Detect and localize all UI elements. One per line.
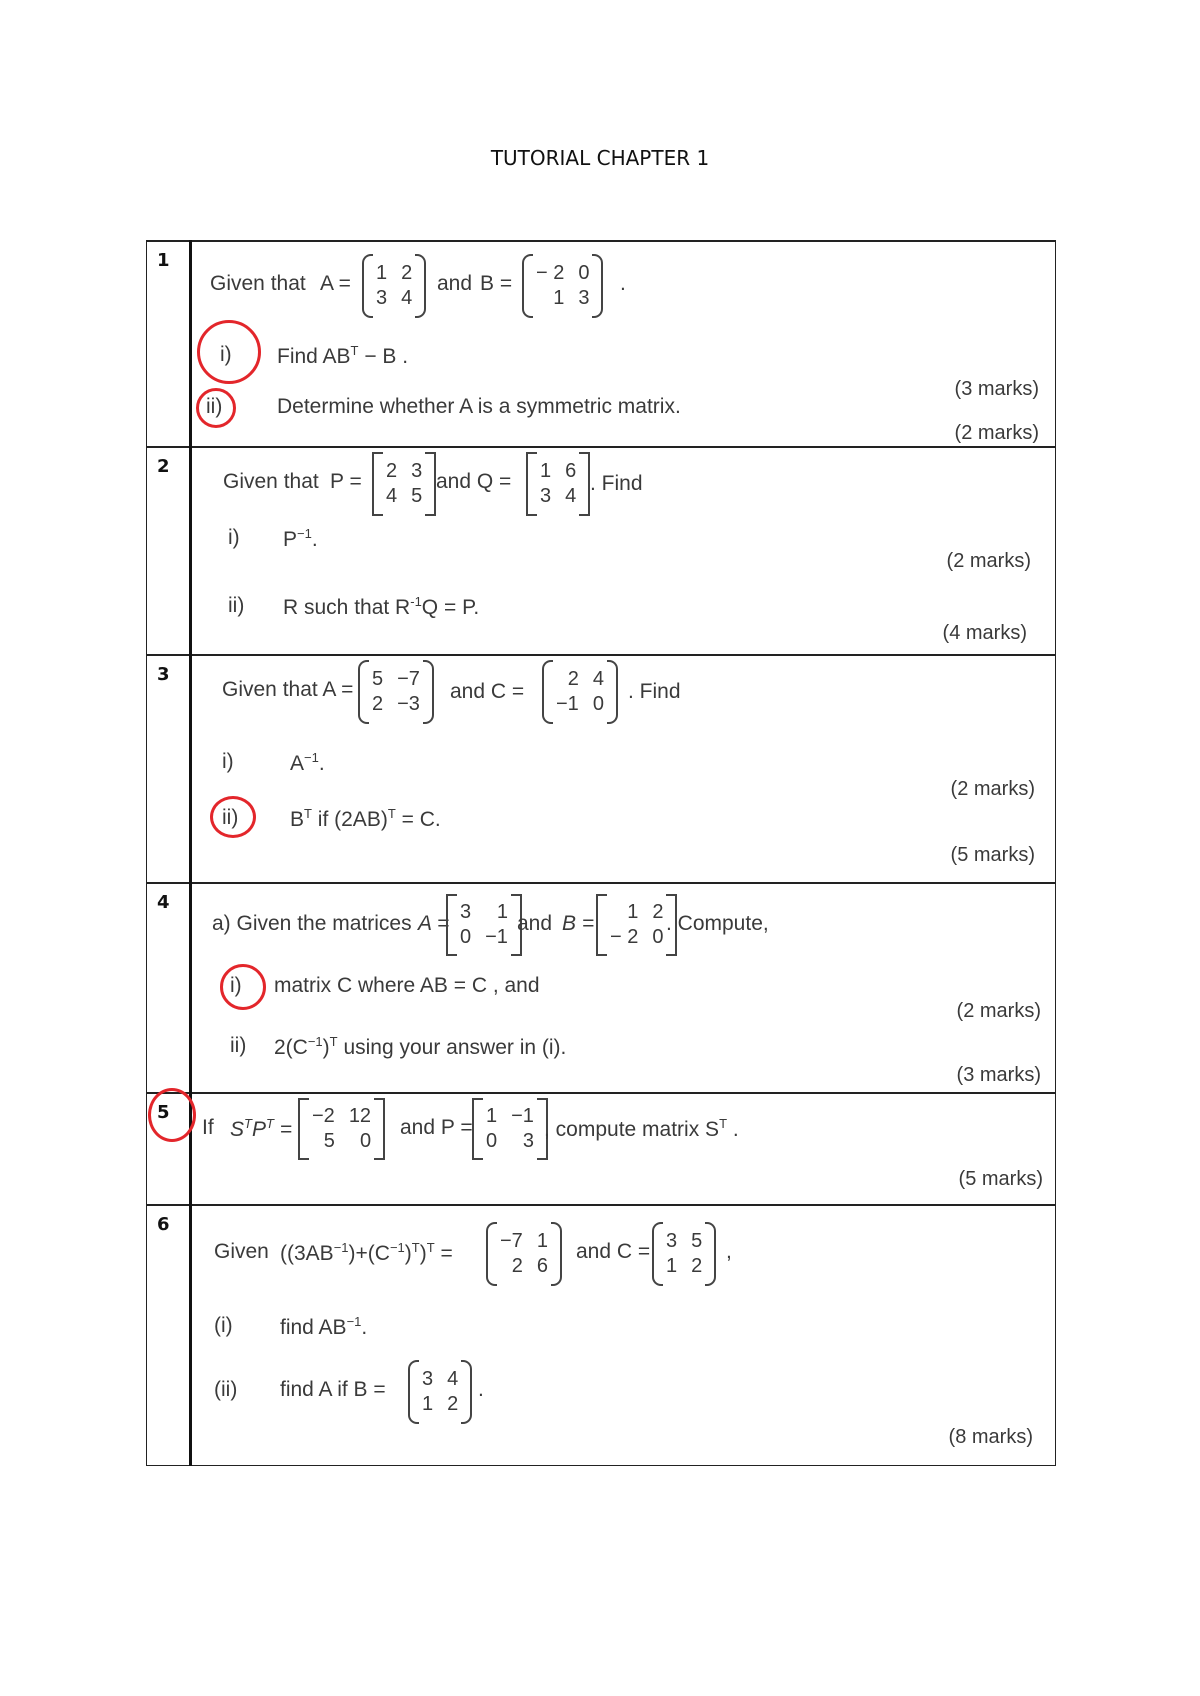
question-number: 5 — [147, 1093, 191, 1205]
part-ii-text: Determine whether A is a symmetric matrix. — [277, 395, 681, 418]
if-text: If — [202, 1116, 214, 1139]
given-text: Given that — [223, 470, 319, 493]
comma: , — [726, 1240, 732, 1263]
and-text: and — [437, 272, 473, 295]
matrix-c-label: and C = — [576, 1240, 651, 1263]
question-3-row — [147, 655, 1056, 883]
part-ii-marks: (5 marks) — [950, 844, 1035, 866]
part-i-text: Find $AB^T - B$ . — [277, 343, 409, 368]
part-ii-label: ii) — [230, 1034, 247, 1057]
red-circle-annotation — [196, 388, 236, 428]
red-circle-annotation — [220, 964, 266, 1010]
matrix-p: 1 −1 0 3 — [472, 1098, 548, 1160]
matrix-stpt: −2 12 5 0 — [298, 1098, 385, 1160]
marks: (5 marks) — [958, 1168, 1043, 1190]
question-3-body — [191, 655, 1056, 883]
part-i-text: matrix C where AB = C , and — [274, 974, 540, 997]
question-5-body — [191, 1093, 1056, 1205]
matrix-a-label: A = — [320, 272, 351, 295]
marks: (8 marks) — [948, 1426, 1033, 1448]
question-6-body — [191, 1205, 1056, 1465]
part-ii-marks: (3 marks) — [956, 1064, 1041, 1086]
red-circle-annotation — [197, 320, 261, 384]
matrix-c: 2 4 −1 0 — [542, 660, 618, 724]
matrix-a: 5 −7 2 −3 — [358, 660, 434, 724]
matrix-b: − 2 0 1 3 — [522, 254, 603, 318]
part-ii-marks: (4 marks) — [942, 622, 1027, 644]
question-number: 6 — [147, 1205, 191, 1465]
part-a-text: a) Given the matrices — [212, 912, 412, 935]
matrix-a: 3 1 0 −1 — [446, 894, 522, 956]
matrix-p-label: P = — [330, 470, 362, 493]
matrix-c-label: and C = — [450, 680, 525, 703]
page-title: TUTORIAL CHAPTER 1 — [490, 146, 710, 170]
part-i-marks: (2 marks) — [946, 550, 1031, 572]
given-text: Given — [214, 1240, 269, 1263]
part-ii-text: $2(C^{-1})^T$ using your answer in (i). — [274, 1034, 567, 1059]
part-i-marks: (2 marks) — [950, 778, 1035, 800]
question-number: 1 — [147, 241, 191, 447]
question-number: 2 — [147, 447, 191, 655]
part-ii-label: ii) — [222, 806, 239, 829]
matrix-b-label: B = — [480, 272, 513, 295]
given-text: Given that A = — [222, 678, 354, 701]
matrix-b: 1 2 − 2 0 — [596, 894, 677, 956]
and-text: and — [517, 912, 553, 935]
matrix-q-label: and Q = — [436, 470, 512, 493]
find-text: . Find — [628, 680, 681, 703]
result-matrix: −7 1 2 6 — [486, 1222, 562, 1286]
matrix-q: 1 6 3 4 — [526, 452, 590, 516]
matrix-b: 3 4 1 2 — [408, 1360, 472, 1424]
matrix-p: 2 3 4 5 — [372, 452, 436, 516]
matrix-c: 3 5 1 2 — [652, 1222, 716, 1286]
part-i-label: i) — [220, 343, 232, 366]
compute-text: , compute matrix $S^T$ . — [544, 1116, 739, 1141]
part-i-text: $A^{-1}$. — [290, 750, 325, 775]
expression: $((3AB^{-1})+(C^{-1})^T)^T$ = — [280, 1240, 453, 1265]
period: . — [478, 1378, 484, 1401]
part-i-label: i) — [230, 974, 242, 997]
part-i-marks: (2 marks) — [956, 1000, 1041, 1022]
question-number: 4 — [147, 883, 191, 1093]
matrix-a: 1 2 3 4 — [362, 254, 426, 318]
question-2-body — [191, 447, 1056, 655]
part-ii-text: R such that $R^{-1}Q = P$. — [283, 594, 480, 619]
part-i-text: $P^{-1}$. — [283, 526, 318, 551]
part-ii-marks: (2 marks) — [954, 422, 1039, 444]
part-i-label: i) — [222, 750, 234, 773]
matrix-b-label: B = — [562, 912, 595, 935]
part-i-marks: (3 marks) — [954, 378, 1039, 400]
question-2-row — [147, 447, 1056, 655]
given-text: Given that — [210, 272, 306, 295]
part-ii-label: ii) — [228, 594, 245, 617]
red-circle-annotation — [210, 796, 256, 838]
matrix-p-label: and P = — [400, 1116, 473, 1139]
question-4-body — [191, 883, 1056, 1093]
part-ii-label: (ii) — [214, 1378, 238, 1401]
part-ii-text: find A if B = — [280, 1378, 386, 1401]
question-1-body — [191, 241, 1056, 447]
part-i-label: (i) — [214, 1314, 233, 1337]
stpt-label: $S^TP^T$ = — [230, 1116, 293, 1141]
part-i-text: find $AB^{-1}$. — [280, 1314, 368, 1339]
part-i-label: i) — [228, 526, 240, 549]
question-5-row — [147, 1093, 1056, 1205]
question-4-row — [147, 883, 1056, 1093]
question-number: 3 — [147, 655, 191, 883]
questions-table — [146, 240, 1056, 1466]
question-6-row — [147, 1205, 1056, 1465]
question-1-row — [147, 241, 1056, 447]
matrix-a-label: A = — [418, 912, 450, 935]
period: . — [620, 272, 626, 295]
compute-text: . Compute, — [666, 912, 769, 935]
red-circle-annotation — [148, 1088, 196, 1142]
part-ii-label: ii) — [206, 395, 223, 418]
part-ii-text: $B^T$ if $(2AB)^T = C$. — [290, 806, 441, 831]
find-text: . Find — [590, 472, 643, 495]
